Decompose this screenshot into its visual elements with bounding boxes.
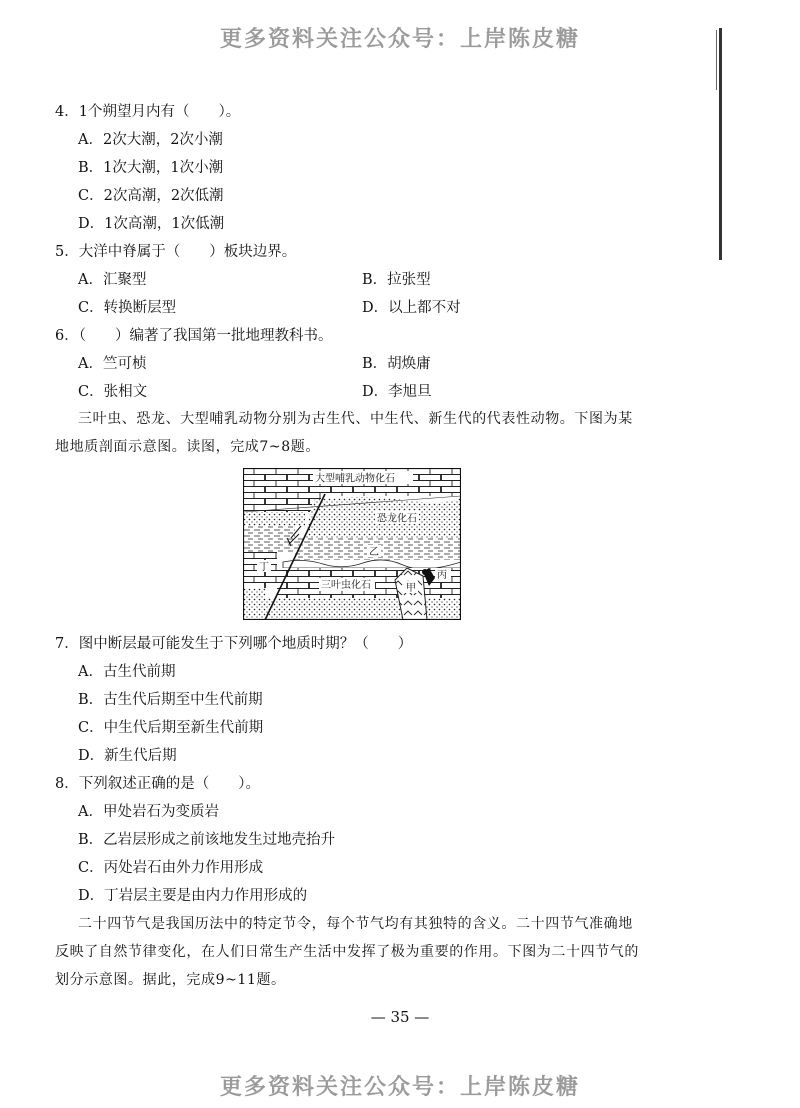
q5-option-a: A．汇聚型	[78, 272, 147, 288]
q8-option-b: B．乙岩层形成之前该地发生过地壳抬升	[78, 832, 336, 848]
q6-option-d: D．李旭旦	[362, 384, 432, 400]
q8-option-c: C．丙处岩石由外力作用形成	[78, 860, 264, 876]
q5-option-b: B．拉张型	[362, 272, 431, 288]
page-edge-mark	[719, 28, 722, 260]
dotted-layer-left	[243, 512, 305, 526]
intro-9-11-line2: 反映了自然节律变化，在人们日常生产生活中发挥了极为重要的作用。下图为二十四节气的	[55, 944, 639, 960]
watermark-top: 更多资料关注公众号：上岸陈皮糖	[219, 27, 580, 52]
q7-option-a: A．古生代前期	[78, 664, 176, 680]
q5-option-c: C．转换断层型	[78, 300, 177, 316]
q6-option-a: A．竺可桢	[78, 356, 147, 372]
label-bing: 丙	[437, 570, 447, 581]
label-mammal-fossil: 大型哺乳动物化石	[315, 473, 395, 485]
label-yi: 乙	[369, 547, 379, 558]
q6-option-b: B．胡焕庸	[362, 356, 431, 372]
q5-option-d: D．以上都不对	[362, 300, 461, 316]
q7-option-b: B．古生代后期至中生代前期	[78, 692, 263, 708]
label-trilobite-fossil: 三叶虫化石	[321, 580, 371, 591]
page-number: — 35 —	[370, 1008, 430, 1026]
q6-stem: 6．（ ）编著了我国第一批地理教科书。	[55, 328, 333, 344]
q4-stem: 4．1个朔望月内有（ ）。	[55, 104, 241, 120]
q7-option-c: C．中生代后期至新生代前期	[78, 720, 264, 736]
q7-stem: 7．图中断层最可能发生于下列哪个地质时期？（ ）	[55, 636, 413, 652]
geologic-profile-figure	[243, 468, 461, 620]
dotted-base-left	[243, 588, 265, 600]
q4-option-c: C．2次高潮，2次低潮	[78, 188, 224, 204]
q8-stem: 8．下列叙述正确的是（ ）。	[55, 776, 260, 792]
brick-top-left	[243, 468, 321, 512]
intro-7-8-line1: 三叶虫、恐龙、大型哺乳动物分别为古生代、中生代、新生代的代表性动物。下图为某	[78, 411, 633, 427]
label-dino-fossil: 恐龙化石	[377, 513, 417, 525]
q4-option-b: B．1次大潮，1次小潮	[78, 160, 224, 176]
dotted-base	[243, 598, 461, 620]
label-ding: 丁	[259, 562, 269, 573]
q7-option-d: D．新生代后期	[78, 748, 177, 764]
q4-option-d: D．1次高潮，1次低潮	[78, 216, 225, 232]
intro-9-11-line1: 二十四节气是我国历法中的特定节令，每个节气均有其独特的含义。二十四节气准确地	[78, 916, 633, 932]
q4-option-a: A．2次大潮，2次小潮	[78, 132, 223, 148]
intro-9-11-line3: 划分示意图。据此，完成9~11题。	[55, 972, 286, 988]
q8-option-d: D．丁岩层主要是由内力作用形成的	[78, 888, 308, 904]
intro-7-8-line2: 地地质剖面示意图。读图，完成7~8题。	[55, 439, 320, 455]
page-edge-mark-thin	[716, 30, 717, 90]
q8-option-a: A．甲处岩石为变质岩	[78, 804, 219, 820]
watermark-bottom: 更多资料关注公众号：上岸陈皮糖	[219, 1075, 580, 1100]
q5-stem: 5．大洋中脊属于（ ）板块边界。	[55, 244, 297, 260]
q6-option-c: C．张相文	[78, 384, 148, 400]
label-jia: 甲	[406, 583, 416, 594]
